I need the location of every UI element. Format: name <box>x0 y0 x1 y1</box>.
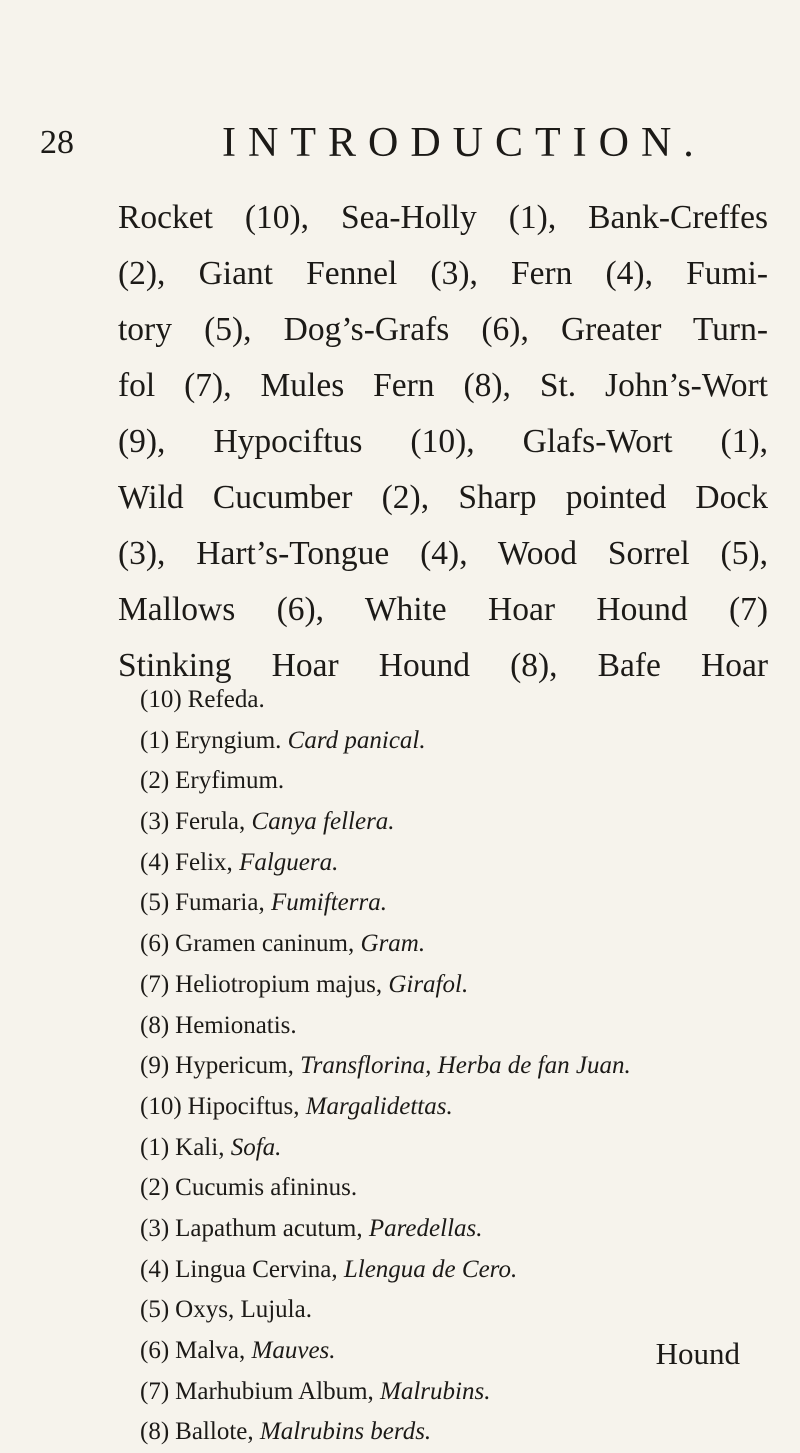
page-number: 28 <box>40 124 74 161</box>
footnote: (7) Marhubium Album, Malrubins. <box>140 1377 491 1405</box>
body-line: Stinking Hoar Hound (8), Bafe Hoar <box>118 647 768 684</box>
footnote: (9) Hypericum, Transflorina, Herba de fan Juan. <box>140 1052 631 1080</box>
footnote: (4) Felix, Falguera. <box>140 848 339 876</box>
footnote: (3) Lapathum acutum, Paredellas. <box>140 1214 483 1242</box>
footnote: (10) Refeda. <box>140 686 265 713</box>
body-line: fol (7), Mules Fern (8), St. John’s-Wort <box>118 367 768 404</box>
footnote: (2) Eryfimum. <box>140 767 285 795</box>
footnote: (3) Ferula, Canya fellera. <box>140 808 395 836</box>
running-head: INTRODUCTION. <box>222 120 706 166</box>
footnote: (1) Eryngium. Card panical. <box>140 726 426 754</box>
body-line: Rocket (10), Sea-Holly (1), Bank-Creffes <box>118 199 768 236</box>
footnote: (2) Cucumis afininus. <box>140 1174 358 1202</box>
footnote: (8) Hemionatis. <box>140 1011 297 1039</box>
footnote: (6) Malva, Mauves. <box>140 1337 336 1364</box>
footnote: (10) Hipociftus, Margalidettas. <box>140 1092 453 1120</box>
body-line: tory (5), Dog’s-Grafs (6), Greater Turn- <box>118 311 768 348</box>
body-line: Mallows (6), White Hoar Hound (7) <box>118 591 768 628</box>
body-text <box>118 190 768 694</box>
footnote: (6) Gramen caninum, Gram. <box>140 930 426 958</box>
body-line: (2), Giant Fennel (3), Fern (4), Fumi- <box>118 255 768 292</box>
body-line: (3), Hart’s-Tongue (4), Wood Sorrel (5), <box>118 535 768 572</box>
footnote: (5) Fumaria, Fumifterra. <box>140 889 387 917</box>
catchword: Hound <box>655 1336 740 1371</box>
footnote: (1) Kali, Sofa. <box>140 1133 282 1161</box>
footnote: (7) Heliotropium majus, Girafol. <box>140 970 469 998</box>
footnote: (4) Lingua Cervina, Llengua de Cero. <box>140 1255 518 1283</box>
body-line: Wild Cucumber (2), Sharp pointed Dock <box>118 479 768 516</box>
footnote: (5) Oxys, Lujula. <box>140 1296 312 1324</box>
body-line: (9), Hypociftus (10), Glafs-Wort (1), <box>118 423 768 460</box>
footnote: (8) Ballote, Malrubins berds. <box>140 1418 432 1446</box>
